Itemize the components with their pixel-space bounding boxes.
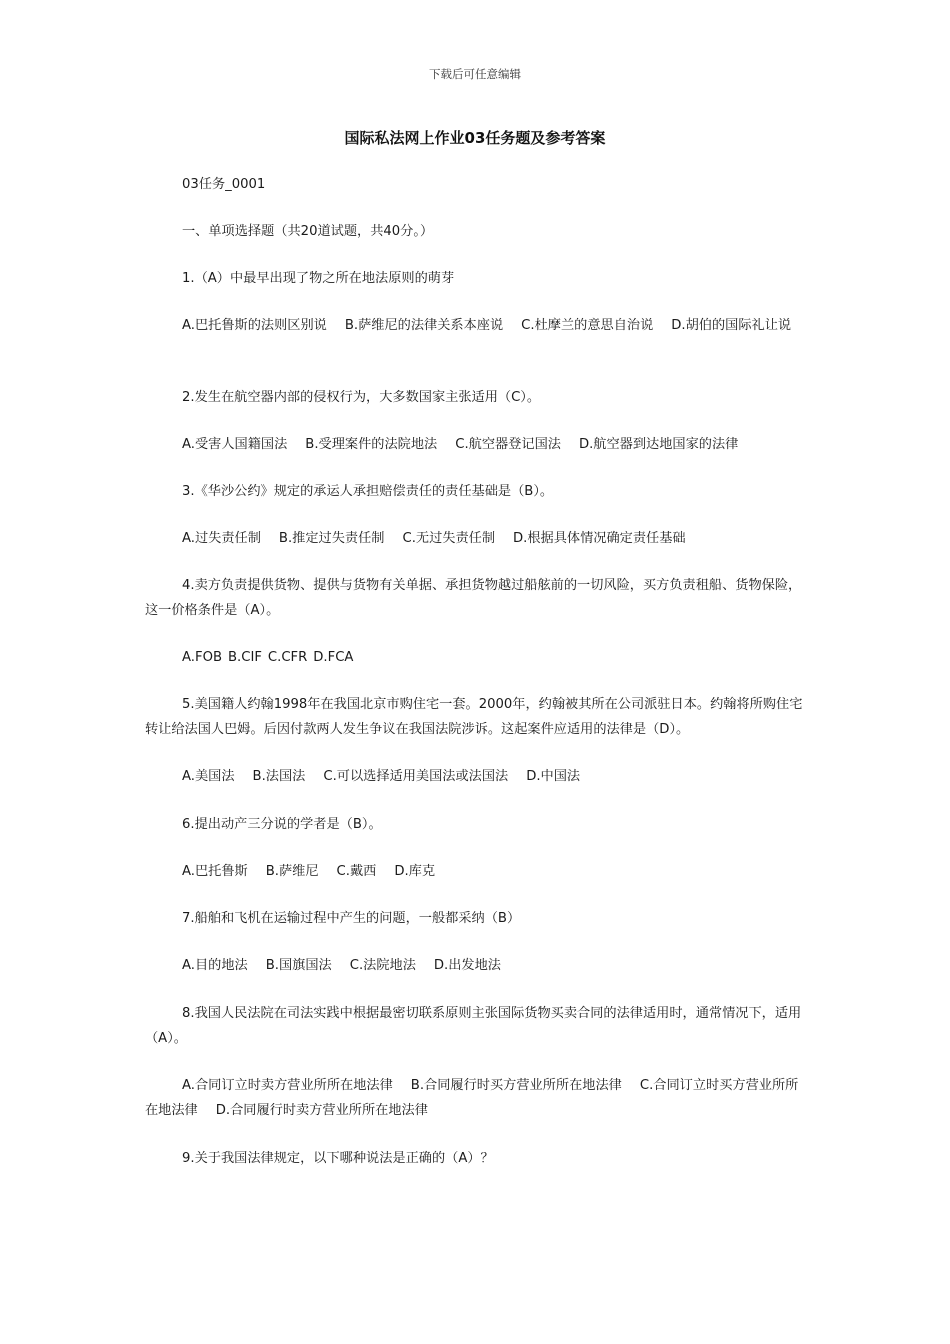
option: B.推定过失责任制	[278, 531, 385, 546]
question-5-stem: 5.美国籍人约翰1998年在我国北京市购住宅一套。2000年，约翰被其所在公司派驻日本。约翰将所购住宅转让给法国人巴姆。后因付款两人发生争议在我国法院涉诉。这起案件应适用的法律是（D）。	[145, 697, 803, 737]
option: C.合同订立时买方营业所所在地法律	[145, 1078, 799, 1118]
option: B.法国法	[252, 769, 306, 784]
question-3-options	[145, 526, 809, 551]
option: C.戴西	[336, 864, 377, 879]
task-id: 03任务_0001	[182, 177, 266, 192]
question-2-options	[145, 432, 809, 457]
option: B.受理案件的法院地法	[305, 437, 438, 452]
option: B.CIF	[228, 650, 262, 665]
option: D.航空器到达地国家的法律	[578, 437, 739, 452]
question-4-stem: 4.卖方负责提供货物、提供与货物有关单据、承担货物越过船舷前的一切风险，买方负责租船、货物保险，这一价格条件是（A）。	[145, 578, 802, 618]
question-8-options	[145, 1073, 809, 1123]
option: A.合同订立时卖方营业所所在地法律	[182, 1078, 393, 1093]
question-6-options	[145, 859, 809, 884]
question-1-options	[145, 313, 809, 338]
page-title: 国际私法网上作业03任务题及参考答案	[344, 129, 606, 147]
question-3-stem: 3.《华沙公约》规定的承运人承担赔偿责任的责任基础是（B）。	[182, 484, 554, 499]
question-2-stem: 2.发生在航空器内部的侵权行为，大多数国家主张适用（C）。	[182, 390, 541, 405]
question-7-options	[145, 953, 809, 978]
question-9-stem: 9.关于我国法律规定，以下哪种说法是正确的（A）？	[182, 1151, 494, 1166]
option: B.国旗国法	[265, 958, 332, 973]
option: B.萨维尼的法律关系本座说	[344, 318, 504, 333]
option: D.合同履行时卖方营业所所在地法律	[215, 1103, 428, 1118]
option: C.可以选择适用美国法或法国法	[323, 769, 509, 784]
option: C.无过失责任制	[402, 531, 496, 546]
option: D.根据具体情况确定责任基础	[513, 531, 686, 546]
option: D.中国法	[526, 769, 581, 784]
question-1-stem: 1.（A）中最早出现了物之所在地法原则的萌芽	[182, 271, 455, 286]
option: D.胡伯的国际礼让说	[671, 318, 792, 333]
question-6-stem: 6.提出动产三分说的学者是（B）。	[182, 817, 382, 832]
question-8-stem: 8.我国人民法院在司法实践中根据最密切联系原则主张国际货物买卖合同的法律适用时，通常情况下，适用（A）。	[145, 1006, 802, 1046]
option: D.FCA	[313, 650, 354, 665]
option: A.受害人国籍国法	[182, 437, 288, 452]
question-7-stem: 7.船舶和飞机在运输过程中产生的问题，一般都采纳（B）	[182, 911, 521, 926]
header-note: 下载后可任意编辑	[429, 67, 521, 81]
question-4-options	[145, 645, 809, 670]
option: A.过失责任制	[182, 531, 261, 546]
option: A.FOB	[182, 650, 222, 665]
option: B.合同履行时买方营业所所在地法律	[410, 1078, 622, 1093]
option: C.杜摩兰的意思自治说	[521, 318, 654, 333]
option: A.巴托鲁斯	[182, 864, 248, 879]
option: C.航空器登记国法	[455, 437, 561, 452]
option: D.库克	[394, 864, 436, 879]
option: B.萨维尼	[265, 864, 319, 879]
option: A.目的地法	[182, 958, 248, 973]
option: A.巴托鲁斯的法则区别说	[182, 318, 327, 333]
option: D.出发地法	[433, 958, 501, 973]
section-heading: 一、单项选择题（共20道试题，共40分。）	[182, 224, 434, 239]
option: C.法院地法	[349, 958, 416, 973]
question-5-options	[145, 764, 809, 789]
option: C.CFR	[267, 650, 308, 665]
option: A.美国法	[182, 769, 235, 784]
